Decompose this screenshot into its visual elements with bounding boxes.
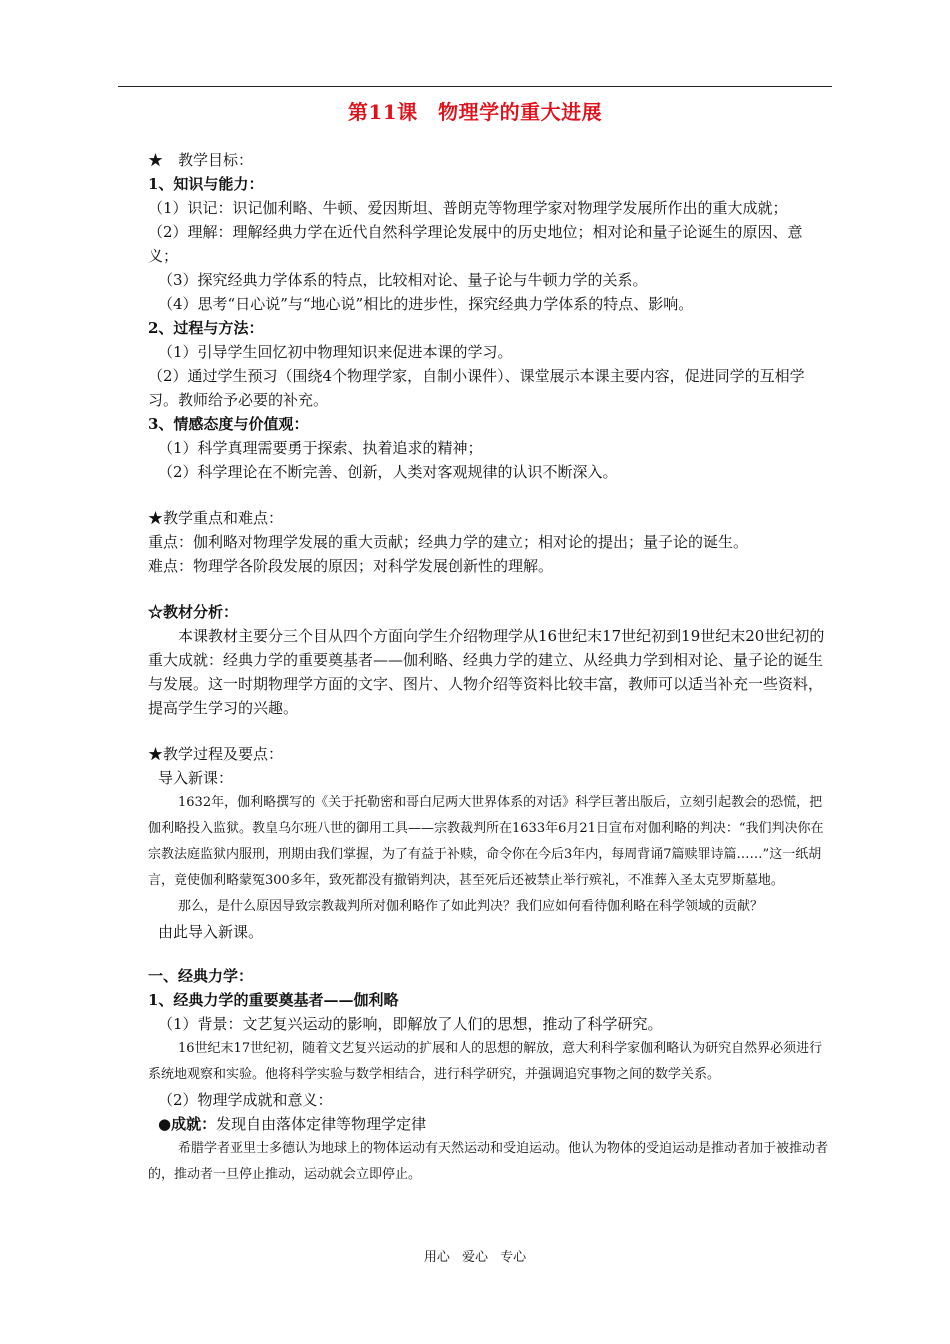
page-footer: 用心 爱心 专心 (423, 1250, 527, 1265)
knowledge-item-3: （3）探究经典力学体系的特点，比较相对论、量子论与牛顿力学的关系。 (158, 271, 648, 289)
aristotle-paragraph: 希腊学者亚里士多德认为地球上的物体运动有天然运动和受迫运动。他认为物体的受迫运动是推动者加于被推动者的，推动者一旦停止推动，运动就会立即停止。 (148, 1141, 829, 1182)
method-heading: 2、过程与方法： (148, 319, 264, 337)
knowledge-item-1: （1）识记：识记伽利略、牛顿、爱因斯坦、普朗克等物理学家对物理学发展所作出的重大成就； (148, 199, 788, 217)
background-paragraph: 16世纪末17世纪初，随着文艺复兴运动的扩展和人的思想的解放，意大利科学家伽利略认为研究自然界必须进行系统地观察和实验。他将科学实验与数学相结合，进行科学研究，并强调追究事物之间的数学关系。 (148, 1041, 823, 1082)
attitude-item-1: （1）科学真理需要勇于探索、执着追求的精神； (158, 439, 483, 457)
page-title: 第11课 物理学的重大进展 (347, 100, 603, 124)
intro-label: 导入新课： (158, 769, 234, 787)
intro-question: 那么，是什么原因导致宗教裁判所对伽利略作了如此判决？我们应如何看待伽利略在科学领域的贡献？ (178, 899, 764, 914)
achievement-text: 发现自由落体定律等物理学定律 (216, 1115, 427, 1133)
attitude-item-2: （2）科学理论在不断完善、创新，人类对客观规律的认识不断深入。 (158, 463, 618, 481)
analysis-heading: ☆教材分析： (148, 603, 239, 621)
knowledge-heading: 1、知识与能力： (148, 175, 264, 193)
part1-subheading: 1、经典力学的重要奠基者——伽利略 (148, 991, 399, 1009)
intro-story: 1632年，伽利略撰写的《关于托勒密和哥白尼两大世界体系的对话》科学巨著出版后，立刻引起教会的恐慌，把伽利略投入监狱。教皇乌尔班八世的御用工具——宗教裁判所在1633年6月21日宣布对伽利略的判决：“我们判决你在宗教法庭监狱内服刑，刑期由我们掌握，为了有益于补赎，命令你在今后3年内，每周背诵7篇赎罪诗篇……”这一纸胡言，竟使伽利略蒙冤300多年，致死都没有撤销判决，甚至死后还被禁止举行殡礼，不准葬入圣太克罗斯墓地。 (148, 795, 824, 888)
part1-heading: 一、经典力学： (148, 967, 254, 985)
achievement-line (118, 1112, 832, 1136)
analysis-paragraph: 本课教材主要分三个目从四个方面向学生介绍物理学从16世纪末17世纪初到19世纪末20世纪初的重大成就：经典力学的重要奠基者——伽利略、经典力学的建立、从经典力学到相对论、量子论的诞生与发展。这一时期物理学方面的文字、图片、人物介绍等资料比较丰富，教师可以适当补充一些资料，提高学生学习的兴趣。 (148, 627, 825, 717)
intro-end: 由此导入新课。 (158, 923, 264, 941)
key-point-text: 重点：伽利略对物理学发展的重大贡献；经典力学的建立；相对论的提出；量子论的诞生。 (148, 533, 749, 551)
header-rule (118, 86, 832, 87)
knowledge-item-4: （4）思考“日心说”与“地心说”相比的进步性，探究经典力学体系的特点、影响。 (158, 295, 694, 313)
difficulty-text: 难点：物理学各阶段发展的原因；对科学发展创新性的理解。 (148, 557, 554, 575)
document-body (118, 148, 832, 1188)
achievement-heading: （2）物理学成就和意义： (158, 1091, 333, 1109)
attitude-heading: 3、情感态度与价值观： (148, 415, 309, 433)
process-heading: ★教学过程及要点： (148, 745, 284, 763)
method-item-1: （1）引导学生回忆初中物理知识来促进本课的学习。 (158, 343, 513, 361)
method-item-2: （2）通过学生预习（围绕4个物理学家，自制小课件）、课堂展示本课主要内容，促进同学的互相学习。教师给予必要的补充。 (148, 367, 805, 409)
background-item: （1）背景：文艺复兴运动的影响，即解放了人们的思想，推动了科学研究。 (158, 1015, 663, 1033)
knowledge-item-2: （2）理解：理解经典力学在近代自然科学理论发展中的历史地位；相对论和量子论诞生的原因、意义； (148, 223, 803, 265)
achievement-label: ●成就： (158, 1115, 217, 1133)
goals-heading: ★ 教学目标： (148, 151, 254, 169)
key-points-heading: ★教学重点和难点： (148, 509, 284, 527)
